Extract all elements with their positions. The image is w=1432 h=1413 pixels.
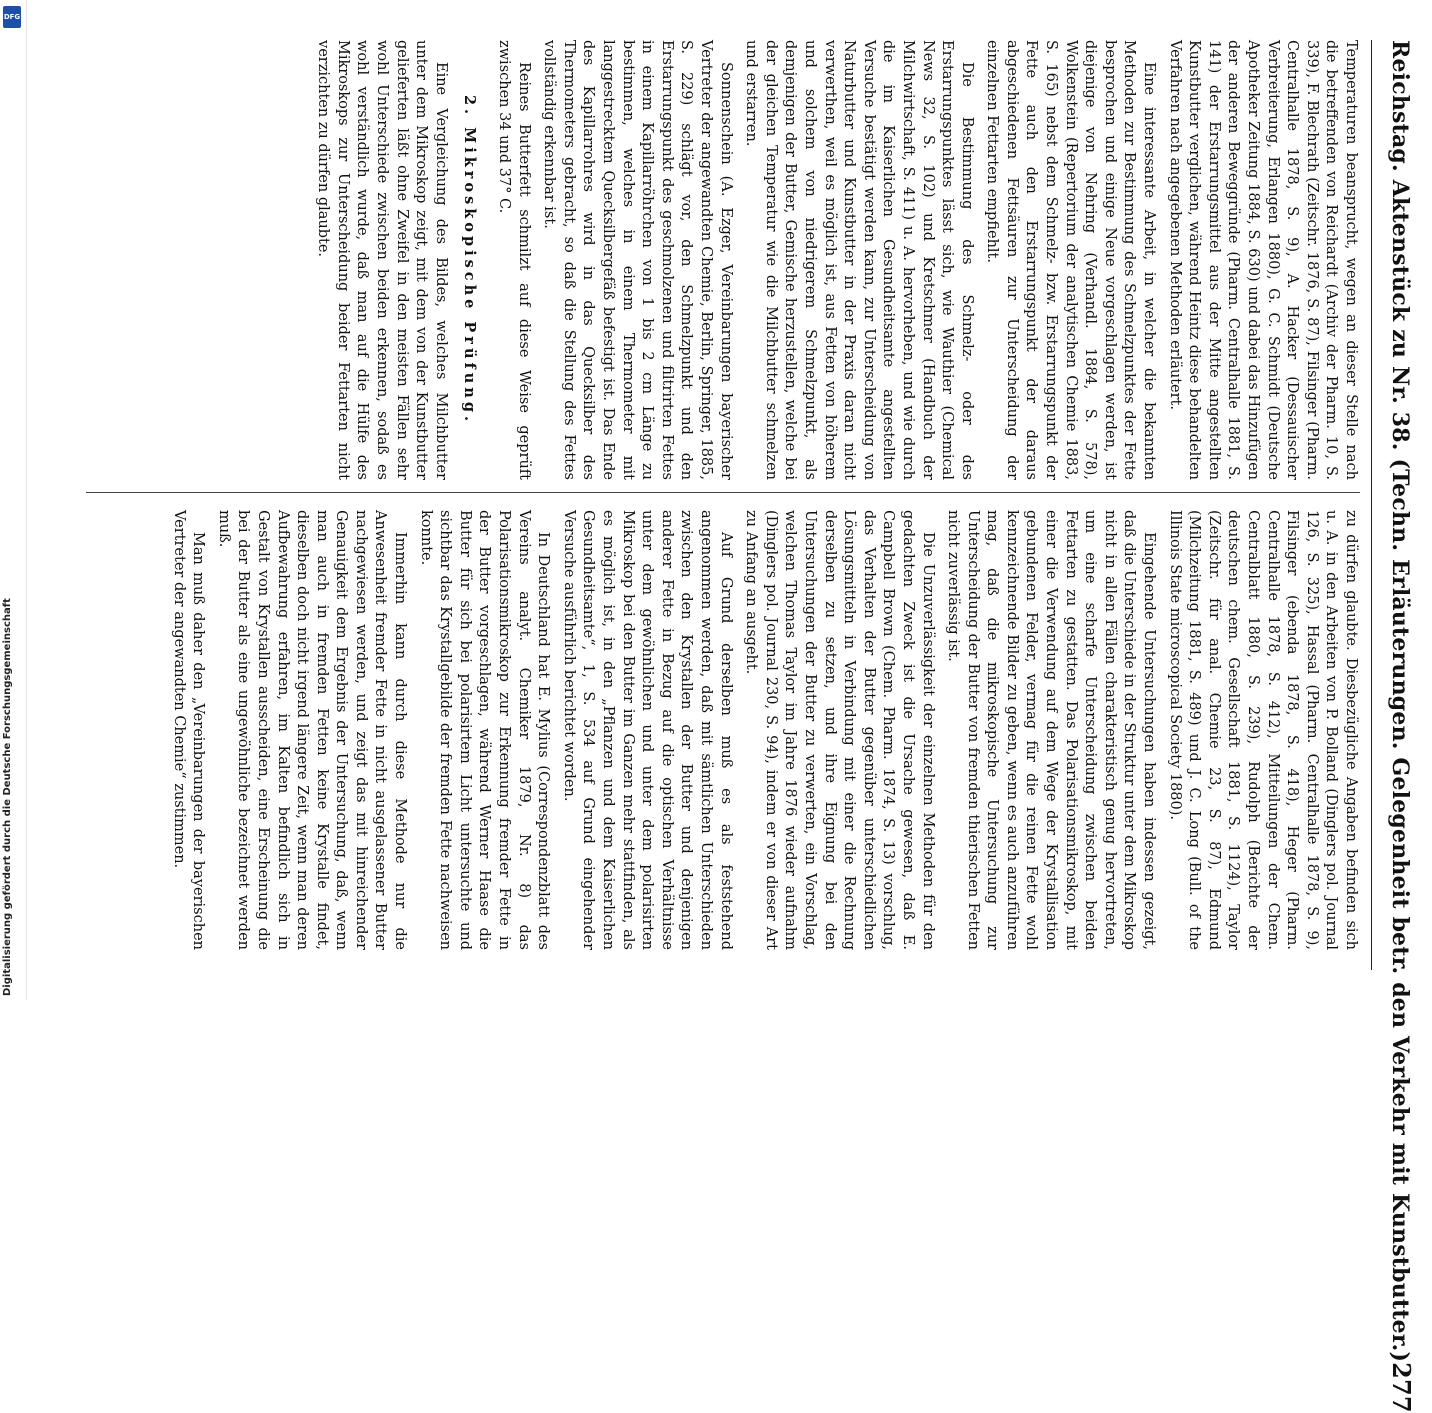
paragraph: Sonnenschein (A. Ezger, Vereinbarungen bayerischer Vertreter der angewandten Chemie, Berlin, Springer, 1885, S. 229) schlägt vor, den Schmelzpunkt und den Erstarrungspunkt des geschmolzenen und filtrirten Fettes in einem Kapillarröhrchen von 1 bis 2 cm Länge zu bestimmen, welches in einem Thermometer mit langgestrecktem Quecksilbergefäß befestigt ist. Das Ende des Kapillarrohres wird in das Quecksilber des Thermometers gebracht, so daß die Stellung des Fettes vollständig erkennbar ist. <box>541 40 734 480</box>
left-column <box>86 40 1360 480</box>
digitization-credit-sidebar <box>0 0 27 1000</box>
paragraph: Eine Vergleichung des Bildes, welches Milchbutter unter dem Mikroskop zeigt, mit dem von der Kunstbutter gelieferten läßt ohne Zweifel in den meisten Fällen sehr wohl Unterschiede zwischen beiden erkennen, sodaß es wohl verständlich wurde, daß man auf die Hülfe des Mikroskops zur Unterscheidung beider Fettarten nicht verzichten zu dürfen glaubte. <box>315 40 449 480</box>
paragraph: Immerhin kann durch diese Methode nur die Anwesenheit fremder Fette in nicht ausgelassener Butter nachgewiesen werden, und zeigt das mit hinreichender Genauigkeit dem Ergebnis der Untersuchung, daß, wenn man auch in fremden Fetten keine Krystalle findet, dieselben doch nicht irgend längere Zeit, wenn man deren Aufbewahrung erfahren, im Kalten befindlich sich in Gestalt von Krystallen ausscheiden, eine Erscheinung die bei der Butter als eine ungewöhnliche bezeichnet werden muß. <box>215 510 409 950</box>
header-rule <box>1371 40 1372 970</box>
dfg-logo: DFG <box>3 6 21 28</box>
paragraph: Eine interessante Arbeit, in welcher die bekannten Methoden zur Bestimmung des Schmelzpunktes der Fette besprochen und einige Neue vorgeschlagen werden, ist diejenige von Nehring (Verhandl. 1884, S. 578), Wolkenstein (Repertorium der analytischen Chemie 1883, S. 165) nebst dem Schmelz- bzw. Erstarrungspunkt der Fette auch den Erstarrungspunkt der daraus abgeschiedenen Fettsäuren zur Unterscheidung der einzelnen Fettarten empfiehlt. <box>984 40 1158 480</box>
running-title: Reichstag. Aktenstück zu Nr. 38. (Techn. Erläuterungen. Gelegenheit betr. den Verkehr mit Kunstbutter.) <box>1387 40 1413 1363</box>
paragraph: Reines Butterfett schmilzt auf diese Weise geprüft zwischen 34 und 37° C. <box>496 40 532 480</box>
paragraph: Auf Grund derselben muß es als feststehend angenommen werden, daß mit sämtlichen Unterschieden zwischen den Krystallen der Butter und denjenigen anderer Fette in Bezug auf die optischen Verhältnisse unter dem gewöhnlichen und unter dem polarisirten Mikroskop bei den Butter im Ganzen mehr stattfinden, als es möglich ist, in den „Pflanzen und dem Kaiserlichen Gesundheitsamte“, 1, S. 534 auf Grund eingehender Versuche ausführlich berichtet worden. <box>560 510 734 950</box>
paragraph: Die Bestimmung des Schmelz- oder des Erstarrungspunktes lässt sich, wie Wauthier (Chemical News 32, S. 102) und Kretschmer (Handbuch der Milchwirtschaft, S. 411) u. A. hervorheben, und wie durch die im Kaiserlichen Gesundheitsamte angestellten Versuche bestätigt werden kann, zur Unterscheidung von Naturbutter und Kunstbutter in der Praxis daran nicht verwerthen, weil es möglich ist, aus Fetten von höherem und solchem von niedrigerem Schmelzpunkt, als demjenigen der Butter, Gemische herzustellen, welche bei der gleichen Temperatur wie die Milchbutter schmelzen und erstarren. <box>743 40 975 480</box>
digitization-credit-text: Digitalisierung gefördert durch die Deutsche Forschungsgemeinschaft <box>2 598 13 996</box>
right-column <box>86 510 1360 950</box>
paragraph: Man muß daher den „Vereinbarungen der bayerischen Vertreter der angewandten Chemie“ zustimmen. <box>170 510 207 950</box>
column-divider <box>86 492 1360 493</box>
page-number: 277 <box>1387 1362 1416 1413</box>
paragraph: zu dürfen glaubte. Diesbezügliche Angaben befinden sich u. A. in den Arbeiten von P. Bolland (Dinglers pol. Journal 126, S. 325), Hassal (Pharm. Centralhalle 1878, S. 9), Filsinger (ebenda 1878, S. 418), Heger (Pharm. Centralhalle 1878, S. 412), Mitteilungen der Chem. Centralblatt 1880, S. 239), Rudolph (Berichte der deutschen chem. Gesellschaft 1881, S. 1124), Taylor (Zeitschr. für anal. Chemie 23, S. 87), Edmund (Milchzeitung 1881, S. 489) und J. C. Long (Bull. of the Illinois State microscopical Society 1880). <box>1166 510 1359 950</box>
paragraph: Temperaturen beansprucht, wegen an dieser Stelle nach die betreffenden von Reichardt (Archiv der Pharm. 10, S. 339), F. Blechrath (Zeitschr. 1876, S. 87), Filsinger (Pharm. Centralhalle 1878, S. 9), A. Hacker (Dessauischer Verbreiterung, Erlangen 1880), G. C. Schmidt (Deutsche Apotheker Zeitung 1884, S. 630) und dabei das Hinzufügen der anderen Beweggründe (Pharm. Centralhalle 1881, S. 141) der Erstarrungsmittel aus der Mitte angestellten Kunstbutter verglichen, während Heintz diese behandelten Verfahren nach angegebenen Methoden erläutert. <box>1166 40 1359 480</box>
paragraph: In Deutschland hat E. Mylius (Correspondenzblatt des Vereins analyt. Chemiker 1879, Nr. 8) das Polarisationsmikroskop zur Erkennung fremder Fette in der Butter vorgeschlagen, während Werner Haase die Butter für sich bei polarisirtem Licht untersuchte und sichtbar das Krystallgebilde der fremden Fette nachweisen konnte. <box>417 510 552 950</box>
document-page <box>66 0 1432 1413</box>
paragraph: Eingehende Untersuchungen haben indessen gezeigt, daß die Unterschiede in der Struktur unter dem Mikroskop nicht in allen Fällen charakteristisch genug hervortreten, um eine scharfe Unterscheidung zwischen beiden Fettarten zu gestatten. Das Polarisationsmikroskop, mit einer die Verwendung auf dem Wege der Krystallisation gebundenen Felder, vermag für die reinen Fette wohl kennzeichnende Bilder zu geben, wenn es auch anzuführen mag, daß die mikroskopische Untersuchung zur Unterscheidung der Butter von fremden thierischen Fetten nicht zuverlässig ist. <box>945 510 1158 950</box>
page-header <box>1376 40 1416 1413</box>
section-heading: 2. Mikroskopische Prüfung. <box>461 94 479 426</box>
paragraph: Die Unzuverlässigkeit der einzelnen Methoden für den gedachten Zweck ist die Ursache gewesen, daß E. Campbell Brown (Chem. Pharm. 1874, S. 13) vorschlug, das Verhalten der Butter gegenüber unterschiedlichen Lösungsmitteln in Verbindung mit einer die Rechnung derselben zu setzen, und ihre Eignung bei den Untersuchungen der Butter zu verwerten, ein Vorschlag, welchen Thomas Taylor im Jahre 1876 wieder aufnahm (Dinglers pol. Journal 230, S. 94), indem er von dieser Art zu Anfang an ausgeht. <box>743 510 936 950</box>
